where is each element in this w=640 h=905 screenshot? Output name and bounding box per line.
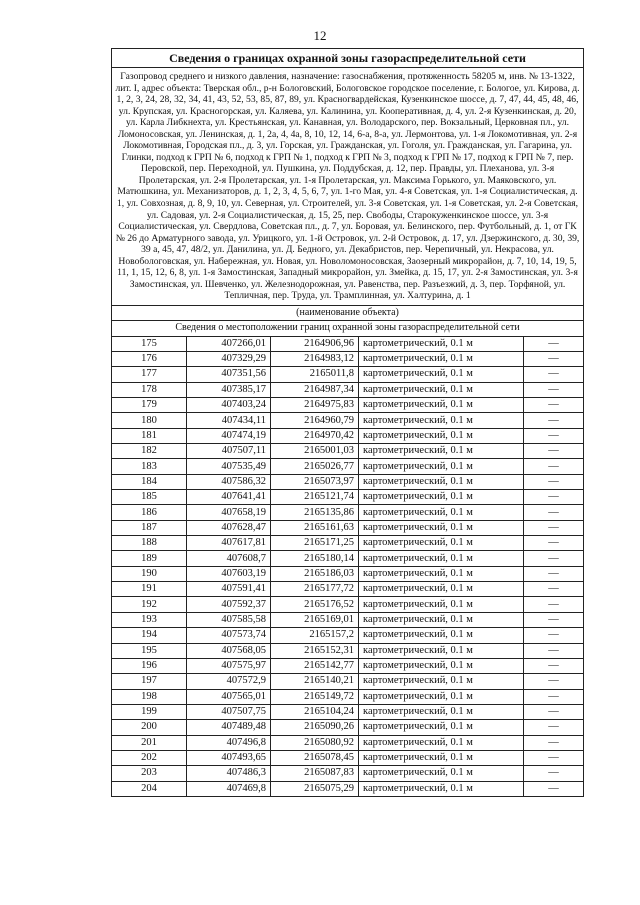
coord-y: 2165149,72 <box>271 689 359 704</box>
note-cell: — <box>524 367 584 382</box>
point-number: 194 <box>112 628 187 643</box>
method-cell: картометрический, 0.1 м <box>359 474 524 489</box>
coord-x: 407351,56 <box>187 367 271 382</box>
table-row <box>112 643 584 658</box>
point-number: 186 <box>112 505 187 520</box>
method-cell: картометрический, 0.1 м <box>359 612 524 627</box>
coord-x: 407592,37 <box>187 597 271 612</box>
coord-x: 407586,32 <box>187 474 271 489</box>
coord-x: 407434,11 <box>187 413 271 428</box>
coord-x: 407469,8 <box>187 781 271 796</box>
coord-x: 407489,48 <box>187 720 271 735</box>
coord-x: 407565,01 <box>187 689 271 704</box>
boundary-table <box>111 48 584 797</box>
table-row <box>112 505 584 520</box>
coord-x: 407575,97 <box>187 658 271 673</box>
coord-x: 407658,19 <box>187 505 271 520</box>
location-caption-row <box>112 321 584 336</box>
table-row <box>112 750 584 765</box>
table-row <box>112 658 584 673</box>
coord-x: 407486,3 <box>187 766 271 781</box>
note-cell: — <box>524 612 584 627</box>
coord-x: 407535,49 <box>187 459 271 474</box>
coord-y: 2164987,34 <box>271 382 359 397</box>
table-row <box>112 490 584 505</box>
method-cell: картометрический, 0.1 м <box>359 551 524 566</box>
point-number: 196 <box>112 658 187 673</box>
description-row <box>112 68 584 306</box>
point-number: 203 <box>112 766 187 781</box>
method-cell: картометрический, 0.1 м <box>359 750 524 765</box>
note-cell: — <box>524 505 584 520</box>
coord-y: 2164960,79 <box>271 413 359 428</box>
coord-y: 2165177,72 <box>271 582 359 597</box>
object-caption: (наименование объекта) <box>112 305 584 320</box>
table-row <box>112 689 584 704</box>
coord-x: 407603,19 <box>187 566 271 581</box>
note-cell: — <box>524 643 584 658</box>
method-cell: картометрический, 0.1 м <box>359 566 524 581</box>
note-cell: — <box>524 689 584 704</box>
note-cell: — <box>524 658 584 673</box>
note-cell: — <box>524 444 584 459</box>
method-cell: картометрический, 0.1 м <box>359 735 524 750</box>
coord-x: 407403,24 <box>187 398 271 413</box>
table-row <box>112 566 584 581</box>
point-number: 188 <box>112 536 187 551</box>
coord-y: 2165180,14 <box>271 551 359 566</box>
coord-y: 2165026,77 <box>271 459 359 474</box>
method-cell: картометрический, 0.1 м <box>359 674 524 689</box>
coord-x: 407474,19 <box>187 428 271 443</box>
coord-x: 407266,01 <box>187 336 271 351</box>
table-row <box>112 720 584 735</box>
table-row <box>112 336 584 351</box>
method-cell: картометрический, 0.1 м <box>359 704 524 719</box>
note-cell: — <box>524 597 584 612</box>
point-number: 183 <box>112 459 187 474</box>
coord-x: 407496,8 <box>187 735 271 750</box>
note-cell: — <box>524 490 584 505</box>
coord-y: 2165104,24 <box>271 704 359 719</box>
coord-x: 407608,7 <box>187 551 271 566</box>
point-number: 190 <box>112 566 187 581</box>
coord-y: 2165142,77 <box>271 658 359 673</box>
point-number: 200 <box>112 720 187 735</box>
point-number: 187 <box>112 520 187 535</box>
note-cell: — <box>524 536 584 551</box>
note-cell: — <box>524 720 584 735</box>
table-row <box>112 351 584 366</box>
method-cell: картометрический, 0.1 м <box>359 336 524 351</box>
method-cell: картометрический, 0.1 м <box>359 689 524 704</box>
method-cell: картометрический, 0.1 м <box>359 444 524 459</box>
table-row <box>112 459 584 474</box>
table-row <box>112 536 584 551</box>
note-cell: — <box>524 735 584 750</box>
coord-y: 2165140,21 <box>271 674 359 689</box>
point-number: 199 <box>112 704 187 719</box>
coord-x: 407628,47 <box>187 520 271 535</box>
coord-y: 2165011,8 <box>271 367 359 382</box>
point-number: 202 <box>112 750 187 765</box>
method-cell: картометрический, 0.1 м <box>359 720 524 735</box>
method-cell: картометрический, 0.1 м <box>359 382 524 397</box>
coord-x: 407591,41 <box>187 582 271 597</box>
coord-y: 2165073,97 <box>271 474 359 489</box>
object-description: Газопровод среднего и низкого давления, назначение: газоснабжения, протяженность 58205 м, инв. № 13-1322, лит. I, адрес объекта: Тверская обл., р-н Бологовский, Бологовское городское поселение, г. Бологое, ул. Кирова, д. 1, 2, 3, 24, 28, 32, 34, 41, 43, 52, 53, 85, 87, 89, ул. Красногвардейская, Кузенкинское шоссе, д. 7, 47, 44, 45, 48, 46, ул. Крупская, ул. Красногорская, ул. Каляева, ул. Калинина, ул. Кооперативная, д. 4, ул. 2-я Кузенкинская, д. 20, ул. Карла Либкнехта, ул. Крестьянская, ул. Канавная, ул. Володарского, пер. Вокзальный, Церковная пл., ул. Ломоносовская, ул. Ленинская, д. 1, 2а, 4, 4а, 8, 10, 12, 14, 6-а, 8-а, ул. Лермонтова, ул. 1-я Локомотивная, ул. 2-я Локомотивная, Городская пл., д. 3, ул. Горская, ул. Гражданская, ул. Гоголя, ул. Гражданская, ул. Гагарина, ул. Глинки, подход к ГРП № 6, подход к ГРП № 1, подход к ГРП № 3, подход к ГРП № 17, подход к ГРП № 7, пер. Перовской, пер. Переходной, ул. Пушкина, ул. Поддубская, д. 12, пер. Правды, ул. Плеханова, ул. 3-я Пролетарская, ул. 2-я Пролетарская, ул. 1-я Пролетарская, ул. Максима Горького, ул. Маяковского, ул. Матюшкина, ул. Механизаторов, д. 1, 2, 3, 4, 5, 6, 7, ул. 1-го Мая, ул. 4-я Советская, ул. 1-я Социалистическая, д. 1, ул. Совхозная, д. 8, 9, 10, ул. Северная, ул. Строителей, ул. 3-я Советская, ул. 1-я Советская, ул. 2-я Советская, ул. Садовая, ул. 2-я Социалистическая, д. 15, 25, пер. Свободы, Старокуженкинское шоссе, ул. 3-я Социалистическая, ул. Свердлова, Советская пл., д. 7, ул. Боровая, ул. Белинского, пер. Футбольный, д. 1, от ГК № 26 до Арматурного завода, ул. Урицкого, ул. 1-й Островок, ул. 2-й Островок, д. 17, ул. Дзержинского, д. 30, 39, 39 а, 45, 47, 48/2, ул. Данилина, ул. Д. Бедного, ул. Декабристов, пер. Черепичный, ул. Некрасова, ул. Новобологовская, ул. Набережная, ул. Новая, ул. Новоломоносовская, Заозерный микрорайон, д. 7, 10, 14, 19, 5, 11, 1, 15, 12, 6, 8, ул. 1-я Замостинская, Западный микрорайон, ул. Змейка, д. 15, 17, ул. 2-я Замостинская, ул. 3-я Замостинская, ул. Шевченко, ул. Железнодорожная, ул. Равенства, пер. Разъезжий, д. 3, пер. Торфяной, ул. Тепличная, пер. Труда, ул. Трамплинная, ул. Халтурина, д. 1 <box>112 68 584 306</box>
method-cell: картометрический, 0.1 м <box>359 628 524 643</box>
note-cell: — <box>524 566 584 581</box>
table-row <box>112 597 584 612</box>
table-row <box>112 520 584 535</box>
point-number: 178 <box>112 382 187 397</box>
coord-x: 407568,05 <box>187 643 271 658</box>
point-number: 177 <box>112 367 187 382</box>
coord-y: 2165087,83 <box>271 766 359 781</box>
coord-y: 2165121,74 <box>271 490 359 505</box>
coord-x: 407493,65 <box>187 750 271 765</box>
method-cell: картометрический, 0.1 м <box>359 766 524 781</box>
note-cell: — <box>524 582 584 597</box>
coord-y: 2164970,42 <box>271 428 359 443</box>
table-body <box>112 49 584 797</box>
page-number: 12 <box>313 28 327 43</box>
note-cell: — <box>524 781 584 796</box>
note-cell: — <box>524 750 584 765</box>
coord-y: 2165171,25 <box>271 536 359 551</box>
coord-y: 2165001,03 <box>271 444 359 459</box>
method-cell: картометрический, 0.1 м <box>359 658 524 673</box>
coord-y: 2165080,92 <box>271 735 359 750</box>
note-cell: — <box>524 351 584 366</box>
note-cell: — <box>524 336 584 351</box>
coord-x: 407385,17 <box>187 382 271 397</box>
table-row <box>112 612 584 627</box>
coord-x: 407507,75 <box>187 704 271 719</box>
coord-x: 407573,74 <box>187 628 271 643</box>
coord-y: 2165161,63 <box>271 520 359 535</box>
coord-x: 407617,81 <box>187 536 271 551</box>
point-number: 195 <box>112 643 187 658</box>
table-row <box>112 582 584 597</box>
point-number: 181 <box>112 428 187 443</box>
note-cell: — <box>524 766 584 781</box>
table-row <box>112 428 584 443</box>
coord-x: 407507,11 <box>187 444 271 459</box>
method-cell: картометрический, 0.1 м <box>359 536 524 551</box>
method-cell: картометрический, 0.1 м <box>359 582 524 597</box>
coord-y: 2165186,03 <box>271 566 359 581</box>
table-row <box>112 367 584 382</box>
table-row <box>112 398 584 413</box>
method-cell: картометрический, 0.1 м <box>359 505 524 520</box>
note-cell: — <box>524 398 584 413</box>
point-number: 179 <box>112 398 187 413</box>
coord-y: 2165135,86 <box>271 505 359 520</box>
point-number: 180 <box>112 413 187 428</box>
object-caption-row <box>112 305 584 320</box>
note-cell: — <box>524 704 584 719</box>
point-number: 175 <box>112 336 187 351</box>
note-cell: — <box>524 459 584 474</box>
table-row <box>112 735 584 750</box>
coord-y: 2165152,31 <box>271 643 359 658</box>
note-cell: — <box>524 474 584 489</box>
method-cell: картометрический, 0.1 м <box>359 597 524 612</box>
location-caption: Сведения о местоположении границ охранной зоны газораспределительной сети <box>112 321 584 336</box>
table-row <box>112 704 584 719</box>
note-cell: — <box>524 628 584 643</box>
table-row <box>112 382 584 397</box>
coord-y: 2164906,96 <box>271 336 359 351</box>
coord-x: 407585,58 <box>187 612 271 627</box>
point-number: 191 <box>112 582 187 597</box>
note-cell: — <box>524 428 584 443</box>
coord-x: 407572,9 <box>187 674 271 689</box>
point-number: 184 <box>112 474 187 489</box>
method-cell: картометрический, 0.1 м <box>359 428 524 443</box>
coord-y: 2165090,26 <box>271 720 359 735</box>
table-row <box>112 444 584 459</box>
note-cell: — <box>524 551 584 566</box>
method-cell: картометрический, 0.1 м <box>359 643 524 658</box>
table-row <box>112 413 584 428</box>
table-row <box>112 551 584 566</box>
note-cell: — <box>524 413 584 428</box>
point-number: 197 <box>112 674 187 689</box>
coord-y: 2165176,52 <box>271 597 359 612</box>
point-number: 189 <box>112 551 187 566</box>
method-cell: картометрический, 0.1 м <box>359 413 524 428</box>
coord-y: 2165169,01 <box>271 612 359 627</box>
method-cell: картометрический, 0.1 м <box>359 367 524 382</box>
method-cell: картометрический, 0.1 м <box>359 490 524 505</box>
table-row <box>112 474 584 489</box>
method-cell: картометрический, 0.1 м <box>359 351 524 366</box>
note-cell: — <box>524 520 584 535</box>
method-cell: картометрический, 0.1 м <box>359 781 524 796</box>
method-cell: картометрический, 0.1 м <box>359 459 524 474</box>
table-row <box>112 766 584 781</box>
coord-y: 2164983,12 <box>271 351 359 366</box>
point-number: 193 <box>112 612 187 627</box>
point-number: 204 <box>112 781 187 796</box>
coord-y: 2164975,83 <box>271 398 359 413</box>
point-number: 201 <box>112 735 187 750</box>
method-cell: картометрический, 0.1 м <box>359 398 524 413</box>
coord-y: 2165075,29 <box>271 781 359 796</box>
point-number: 182 <box>112 444 187 459</box>
table-title: Сведения о границах охранной зоны газораспределительной сети <box>112 49 584 68</box>
coord-x: 407329,29 <box>187 351 271 366</box>
coord-y: 2165157,2 <box>271 628 359 643</box>
table-row <box>112 628 584 643</box>
table-row <box>112 674 584 689</box>
coord-x: 407641,41 <box>187 490 271 505</box>
coord-y: 2165078,45 <box>271 750 359 765</box>
note-cell: — <box>524 382 584 397</box>
point-number: 192 <box>112 597 187 612</box>
note-cell: — <box>524 674 584 689</box>
point-number: 176 <box>112 351 187 366</box>
title-row <box>112 49 584 68</box>
method-cell: картометрический, 0.1 м <box>359 520 524 535</box>
table-row <box>112 781 584 796</box>
point-number: 198 <box>112 689 187 704</box>
point-number: 185 <box>112 490 187 505</box>
